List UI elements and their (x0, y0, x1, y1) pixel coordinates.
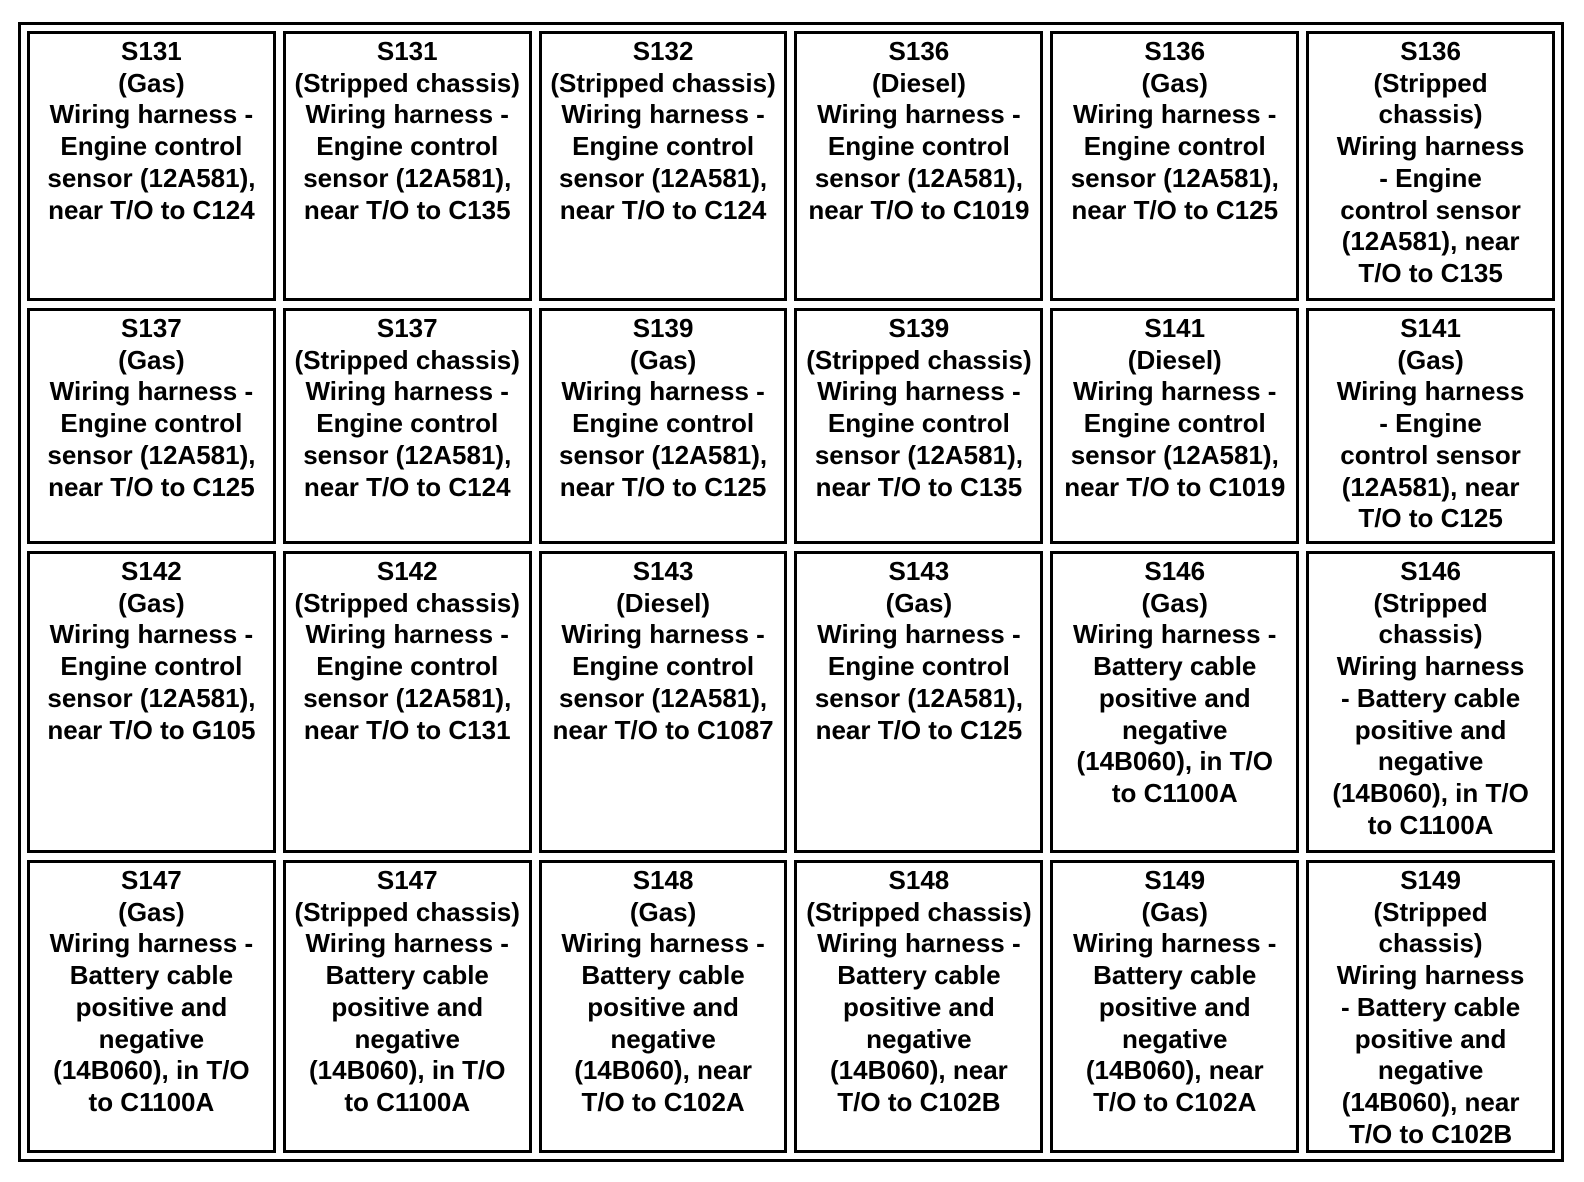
splice-cell (794, 551, 1043, 853)
splice-description-line: T/O to C102B (1348, 1118, 1513, 1149)
splice-id: S143 (632, 556, 694, 586)
splice-cell (539, 551, 788, 853)
splice-id: S149 (1144, 865, 1206, 895)
splice-description-line: to C1100A (344, 1086, 471, 1117)
splice-cell (283, 860, 532, 1153)
splice-id: S136 (1144, 36, 1206, 66)
splice-description-line: Wiring harness - (49, 99, 254, 130)
splice-description-line: Wiring harness (1336, 131, 1525, 162)
splice-id: S142 (376, 556, 438, 586)
splice-description-line: Wiring harness - (1073, 376, 1277, 407)
splice-description-line: Wiring harness - (305, 99, 509, 130)
splice-description-line: (Gas) (118, 587, 185, 618)
splice-description-line: sensor (12A581), (47, 682, 256, 713)
splice-description-line: positive and (75, 991, 228, 1022)
splice-description-line: (Gas) (118, 344, 185, 375)
splice-cell (1050, 551, 1299, 853)
splice-description-line: (12A581), near (1341, 226, 1520, 257)
splice-id: S146 (1400, 556, 1461, 586)
splice-cell (283, 31, 532, 301)
splice-description-line: (Gas) (118, 896, 185, 927)
splice-description-line: Wiring harness - (561, 99, 765, 130)
splice-cell (539, 308, 788, 544)
splice-id: S139 (888, 313, 950, 343)
splice-description-line: Battery cable (1093, 651, 1257, 682)
splice-description-line: positive and (1354, 714, 1507, 745)
splice-id: S137 (121, 313, 182, 343)
splice-description-line: negative (98, 1023, 205, 1054)
splice-description-line: near T/O to C125 (48, 471, 255, 502)
splice-description-line: - Battery cable (1340, 682, 1521, 713)
splice-id: S141 (1144, 313, 1206, 343)
splice-description-line: sensor (12A581), (814, 439, 1023, 470)
splice-description-line: Engine control (572, 408, 755, 439)
splice-description-line: (Gas) (629, 896, 697, 927)
splice-description-line: (Gas) (1397, 344, 1464, 375)
splice-cell (1050, 31, 1299, 301)
splice-id: S147 (376, 865, 438, 895)
splice-description-line: near T/O to C135 (815, 471, 1023, 502)
splice-description-line: sensor (12A581), (47, 162, 256, 193)
splice-description-line: sensor (12A581), (303, 682, 512, 713)
splice-description-line: positive and (1098, 682, 1251, 713)
splice-description-line: near T/O to C1019 (808, 194, 1030, 225)
splice-cell (1306, 551, 1555, 853)
splice-description-line: (Stripped chassis) (294, 344, 520, 375)
splice-description-line: Wiring harness (1336, 651, 1525, 682)
splice-description-line: Wiring harness - (817, 376, 1021, 407)
splice-description-line: (14B060), in T/O (53, 1055, 250, 1086)
splice-description-line: (Diesel) (616, 587, 711, 618)
splice-description-line: (14B060), near (574, 1055, 752, 1086)
splice-description-line: negative (866, 1023, 972, 1054)
splice-description-line: positive and (1354, 1023, 1507, 1054)
splice-description-line: Wiring harness - (817, 99, 1021, 130)
splice-description-line: (Stripped (1373, 587, 1488, 618)
splice-description-line: - Engine (1379, 162, 1482, 193)
splice-id: S136 (1400, 36, 1461, 66)
splice-description-line: - Battery cable (1340, 991, 1521, 1022)
splice-description-line: control sensor (1340, 194, 1521, 225)
splice-description-line: positive and (331, 991, 484, 1022)
splice-id: S136 (888, 36, 950, 66)
splice-description-line: Battery cable (1093, 960, 1257, 991)
splice-description-line: Wiring harness - (305, 376, 509, 407)
splice-id: S139 (632, 313, 694, 343)
splice-description-line: near T/O to C125 (559, 471, 767, 502)
splice-description-line: sensor (12A581), (559, 682, 768, 713)
splice-id: S148 (888, 865, 950, 895)
splice-description-line: positive and (587, 991, 739, 1022)
splice-description-line: near T/O to C124 (559, 194, 767, 225)
splice-description-line: sensor (12A581), (559, 439, 768, 470)
splice-description-line: (Gas) (1141, 67, 1208, 98)
splice-cell (539, 860, 788, 1153)
splice-description-line: - Engine (1379, 408, 1482, 439)
splice-description-line: negative (1377, 1055, 1484, 1086)
splice-description-line: T/O to C102A (581, 1086, 745, 1117)
splice-description-line: (14B060), in T/O (1076, 746, 1273, 777)
splice-id: S131 (376, 36, 438, 66)
splice-description-line: Wiring harness - (49, 376, 254, 407)
splice-description-line: sensor (12A581), (303, 439, 512, 470)
splice-description-line: near T/O to C1019 (1064, 471, 1286, 502)
splice-description-line: (Stripped chassis) (294, 587, 520, 618)
splice-description-line: sensor (12A581), (559, 162, 768, 193)
splice-description-line: chassis) (1378, 619, 1483, 650)
splice-description-line: Battery cable (581, 960, 745, 991)
splice-description-line: negative (1377, 746, 1484, 777)
splice-description-line: sensor (12A581), (1070, 439, 1279, 470)
splice-cell (794, 860, 1043, 1153)
splice-id: S146 (1144, 556, 1206, 586)
splice-description-line: Engine control (60, 408, 243, 439)
splice-description-line: (Stripped chassis) (550, 67, 776, 98)
splice-cell (1306, 860, 1555, 1153)
splice-description-line: to C1100A (1367, 809, 1494, 840)
splice-cell (1050, 308, 1299, 544)
splice-id: S131 (121, 36, 182, 66)
splice-description-line: negative (1121, 714, 1228, 745)
splice-id: S142 (121, 556, 182, 586)
splice-description-line: (Stripped chassis) (806, 896, 1032, 927)
splice-description-line: near T/O to C124 (48, 194, 255, 225)
splice-description-line: (Diesel) (871, 67, 966, 98)
splice-description-line: near T/O to C124 (303, 471, 511, 502)
splice-description-line: Engine control (60, 651, 243, 682)
splice-description-line: control sensor (1340, 439, 1521, 470)
splice-id: S148 (632, 865, 694, 895)
splice-description-line: (Stripped chassis) (294, 896, 520, 927)
splice-description-line: near T/O to C131 (303, 714, 511, 745)
splice-description-line: chassis) (1378, 99, 1483, 130)
splice-id: S143 (888, 556, 950, 586)
splice-cell (794, 308, 1043, 544)
splice-description-line: chassis) (1378, 928, 1483, 959)
splice-description-line: (14B060), in T/O (1332, 777, 1529, 808)
splice-description-line: Wiring harness - (1073, 619, 1277, 650)
splice-description-line: T/O to C125 (1358, 503, 1503, 534)
splice-description-line: to C1100A (88, 1086, 215, 1117)
splice-description-line: near T/O to C135 (303, 194, 511, 225)
splice-description-line: Engine control (827, 651, 1010, 682)
splice-description-line: sensor (12A581), (1070, 162, 1279, 193)
splice-description-line: Engine control (1083, 131, 1266, 162)
splice-description-line: negative (354, 1023, 460, 1054)
splice-table-frame (18, 22, 1564, 1162)
splice-description-line: Engine control (572, 651, 755, 682)
splice-description-line: to C1100A (1111, 777, 1238, 808)
splice-description-line: (Gas) (885, 587, 953, 618)
splice-description-line: (Gas) (1141, 587, 1208, 618)
splice-description-line: Wiring harness - (817, 928, 1021, 959)
splice-id: S149 (1400, 865, 1461, 895)
splice-cell (283, 308, 532, 544)
splice-cell (27, 31, 276, 301)
splice-description-line: near T/O to C1087 (552, 714, 774, 745)
splice-description-line: Battery cable (69, 960, 234, 991)
splice-id: S132 (632, 36, 694, 66)
splice-description-line: Wiring harness - (817, 619, 1021, 650)
splice-description-line: T/O to C102B (837, 1086, 1001, 1117)
splice-description-line: Engine control (827, 408, 1010, 439)
splice-description-line: Wiring harness - (1073, 99, 1277, 130)
splice-cell (1050, 860, 1299, 1153)
splice-description-line: Battery cable (837, 960, 1001, 991)
splice-description-line: Wiring harness - (561, 376, 765, 407)
splice-description-line: (Stripped (1373, 67, 1488, 98)
splice-description-line: (14B060), near (1085, 1055, 1264, 1086)
splice-description-line: (Gas) (118, 67, 185, 98)
splice-description-line: Engine control (316, 651, 499, 682)
splice-cell (794, 31, 1043, 301)
splice-description-line: positive and (843, 991, 995, 1022)
splice-description-line: (Diesel) (1127, 344, 1222, 375)
splice-cell (539, 31, 788, 301)
splice-description-line: Wiring harness (1336, 376, 1525, 407)
splice-description-line: Wiring harness - (561, 928, 765, 959)
splice-description-line: Wiring harness - (1073, 928, 1277, 959)
splice-table (27, 31, 1555, 1153)
splice-description-line: T/O to C135 (1358, 257, 1503, 288)
splice-description-line: sensor (12A581), (814, 162, 1023, 193)
splice-description-line: (14B060), near (1341, 1086, 1520, 1117)
splice-description-line: near T/O to C125 (1071, 194, 1279, 225)
splice-description-line: sensor (12A581), (47, 439, 256, 470)
splice-description-line: sensor (12A581), (303, 162, 512, 193)
splice-description-line: Wiring harness - (49, 619, 254, 650)
splice-description-line: Wiring harness - (305, 928, 509, 959)
splice-id: S147 (121, 865, 182, 895)
splice-description-line: Engine control (316, 131, 499, 162)
splice-description-line: Engine control (60, 131, 243, 162)
splice-id: S141 (1400, 313, 1461, 343)
splice-description-line: (Gas) (629, 344, 697, 375)
splice-description-line: sensor (12A581), (814, 682, 1023, 713)
splice-description-line: Battery cable (325, 960, 489, 991)
splice-cell (1306, 308, 1555, 544)
splice-description-line: Engine control (827, 131, 1010, 162)
splice-description-line: (Stripped chassis) (806, 344, 1032, 375)
splice-description-line: negative (1121, 1023, 1228, 1054)
splice-id: S137 (376, 313, 438, 343)
splice-description-line: near T/O to C125 (815, 714, 1023, 745)
splice-cell (27, 860, 276, 1153)
splice-cell (283, 551, 532, 853)
splice-description-line: Engine control (316, 408, 499, 439)
splice-description-line: (Stripped (1373, 896, 1488, 927)
splice-cell (27, 308, 276, 544)
splice-description-line: Engine control (572, 131, 755, 162)
splice-description-line: T/O to C102A (1093, 1086, 1257, 1117)
splice-description-line: positive and (1098, 991, 1251, 1022)
splice-cell (1306, 31, 1555, 301)
splice-description-line: (Gas) (1141, 896, 1208, 927)
splice-description-line: Wiring harness - (305, 619, 509, 650)
splice-cell (27, 551, 276, 853)
splice-description-line: (Stripped chassis) (294, 67, 520, 98)
splice-description-line: (14B060), near (830, 1055, 1008, 1086)
splice-description-line: negative (610, 1023, 716, 1054)
splice-description-line: (14B060), in T/O (308, 1055, 506, 1086)
splice-description-line: Wiring harness - (49, 928, 254, 959)
splice-description-line: (12A581), near (1341, 471, 1520, 502)
splice-description-line: Wiring harness (1336, 960, 1525, 991)
splice-description-line: near T/O to G105 (47, 714, 256, 745)
splice-description-line: Wiring harness - (561, 619, 765, 650)
splice-description-line: Engine control (1083, 408, 1266, 439)
